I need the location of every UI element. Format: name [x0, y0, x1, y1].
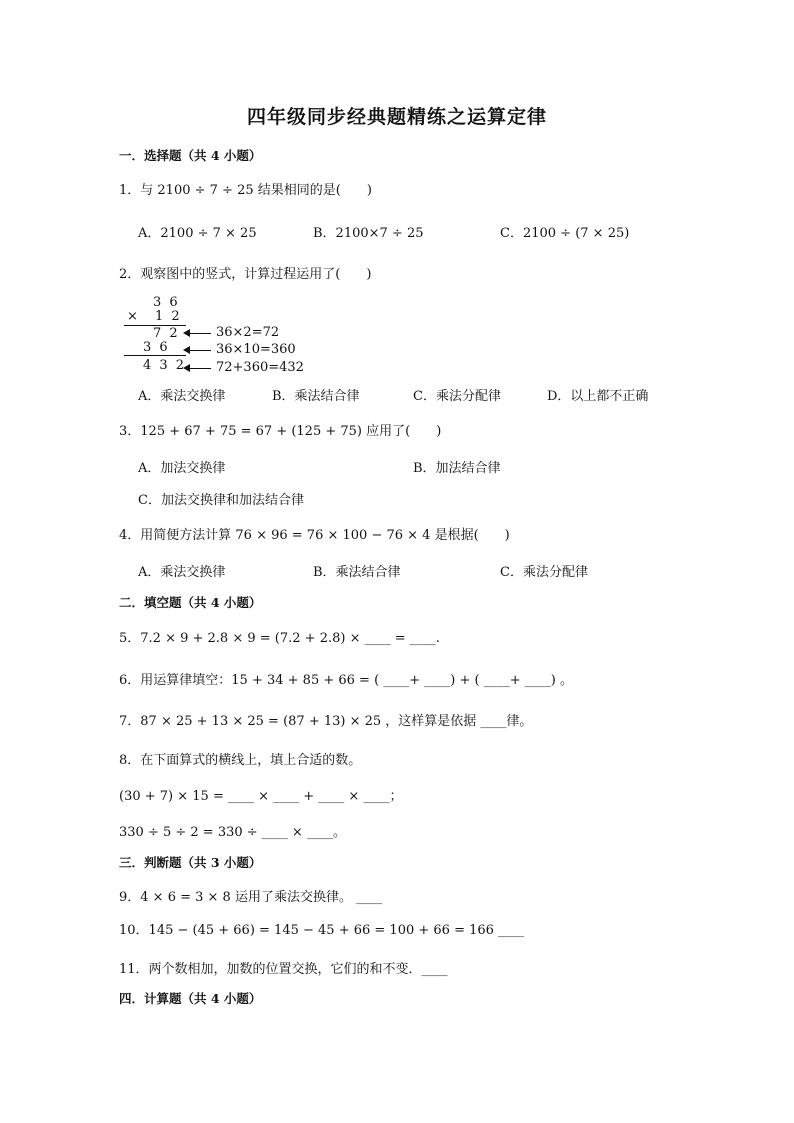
- q2-option-b: B．乘法结合律: [272, 389, 360, 404]
- q4-option-c: C．乘法分配律: [500, 565, 588, 580]
- question-5: 5．7.2 × 9 + 2.8 × 9 = (7.2 + 2.8) × ____ = ____.: [119, 631, 440, 646]
- calc-note-1: 36×2=72: [216, 325, 280, 340]
- section-heading-choice: 一．选择题（共 4 小题）: [119, 148, 262, 163]
- q1-option-a: A．2100 ÷ 7 × 25: [138, 226, 257, 241]
- page-title: 四年级同步经典题精练之运算定律: [246, 106, 547, 128]
- q2-option-d: D．以上都不正确: [547, 389, 649, 404]
- calc-rule-2: [124, 355, 186, 356]
- arrow-left-icon: [189, 368, 211, 369]
- arrow-left-icon: [189, 350, 211, 351]
- calc-result: 4 3 2: [143, 358, 187, 373]
- question-11: 11．两个数相加，加数的位置交换，它们的和不变．____: [119, 962, 448, 977]
- section-heading-calc: 四．计算题（共 4 小题）: [119, 991, 262, 1006]
- question-2: 2．观察图中的竖式，计算过程运用了( ): [119, 267, 372, 282]
- question-3: 3．125 + 67 + 75 = 67 + (125 + 75) 应用了( ): [119, 424, 442, 439]
- section-heading-fill: 二．填空题（共 4 小题）: [119, 595, 262, 610]
- section-heading-judge: 三．判断题（共 3 小题）: [119, 855, 262, 870]
- q2-option-a: A．乘法交换律: [138, 389, 226, 404]
- question-7: 7．87 × 25 + 13 × 25 = (87 + 13) × 25 ，这样算是依据 ____律。: [119, 714, 533, 729]
- question-8: 8．在下面算式的横线上，填上合适的数。: [119, 753, 362, 768]
- question-6: 6．用运算律填空：15 + 34 + 85 + 66 = ( ____+ ____) + ( ____+ ____) 。: [119, 673, 573, 688]
- q3-option-c: C．加法交换律和加法结合律: [138, 493, 304, 508]
- q1-option-b: B．2100×7 ÷ 25: [313, 226, 424, 241]
- q1-option-c: C．2100 ÷ (7 × 25): [500, 226, 630, 241]
- q4-option-a: A．乘法交换律: [138, 565, 226, 580]
- calc-partial-2: 3 6: [143, 340, 170, 355]
- question-9: 9．4 × 6 = 3 × 8 运用了乘法交换律。 ____: [119, 890, 383, 905]
- calc-note-2: 36×10=360: [216, 342, 296, 357]
- question-1: 1．与 2100 ÷ 7 ÷ 25 结果相同的是( ): [119, 183, 372, 198]
- arrow-left-icon: [189, 333, 211, 334]
- calc-multiplier: 1 2: [155, 309, 182, 324]
- question-10: 10．145 − (45 + 66) = 145 − 45 + 66 = 100 + 66 = 166 ____: [119, 923, 525, 938]
- calc-multiplicand: 3 6: [153, 295, 180, 310]
- q2-option-c: C．乘法分配律: [413, 389, 501, 404]
- q4-option-b: B．乘法结合律: [313, 565, 401, 580]
- calc-times-sign: ×: [127, 309, 138, 324]
- calc-partial-1: 7 2: [153, 326, 180, 341]
- q3-option-b: B．加法结合律: [413, 461, 501, 476]
- question-8-line-1: (30 + 7) × 15 = ____ × ____ + ____ × ____；: [119, 789, 403, 804]
- q3-option-a: A．加法交换律: [138, 461, 226, 476]
- calc-note-3: 72+360=432: [216, 360, 304, 375]
- question-4: 4．用简便方法计算 76 × 96 = 76 × 100 − 76 × 4 是根据( ): [119, 528, 510, 543]
- question-8-line-2: 330 ÷ 5 ÷ 2 = 330 ÷ ____ × ____。: [119, 825, 346, 840]
